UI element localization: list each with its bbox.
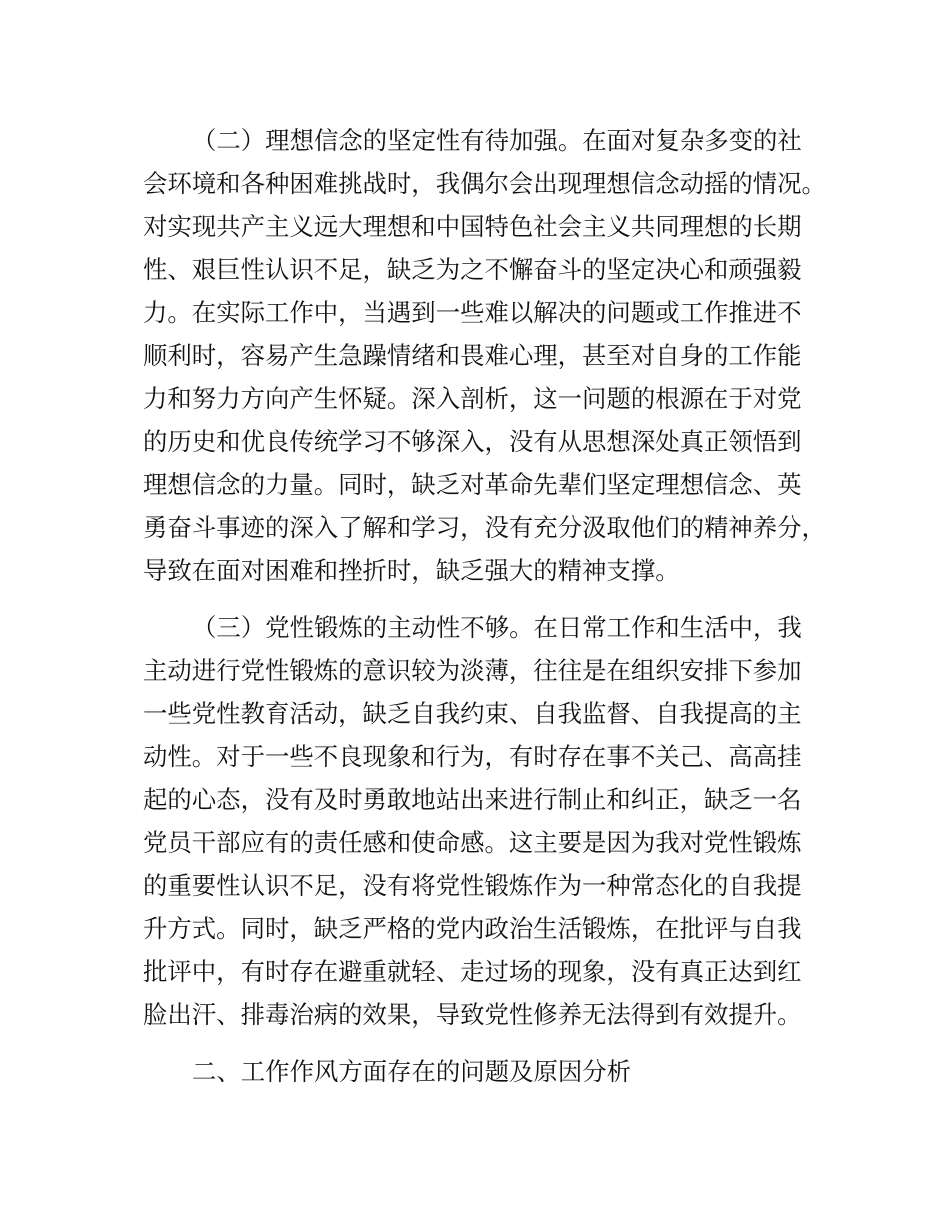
text-line: 导致在面对困难和挫折时，缺乏强大的精神支撑。 [143, 556, 680, 585]
paragraph-ideals [143, 119, 843, 592]
section-heading-text: 二、工作作风方面存在的问题及原因分析 [192, 1057, 632, 1086]
section-heading [143, 1050, 843, 1093]
text-line: 一些党性教育活动，缺乏自我约束、自我监督、自我提高的主 [143, 699, 802, 728]
text-line: 勇奋斗事迹的深入了解和学习，没有充分汲取他们的精神养分， [143, 513, 826, 542]
text-line: （二）理想信念的坚定性有待加强。在面对复杂多变的社 [192, 126, 802, 155]
text-line: 理想信念的力量。同时，缺乏对革命先辈们坚定理想信念、英 [143, 470, 802, 499]
text-line: 党员干部应有的责任感和使命感。这主要是因为我对党性锻炼 [143, 828, 802, 857]
text-line: 会环境和各种困难挑战时，我偶尔会出现理想信念动摇的情况。 [143, 169, 826, 198]
text-line: 力和努力方向产生怀疑。深入剖析，这一问题的根源在于对党 [143, 384, 802, 413]
text-line: 动性。对于一些不良现象和行为，有时存在事不关己、高高挂 [143, 742, 802, 771]
text-line: 顺利时，容易产生急躁情绪和畏难心理，甚至对自身的工作能 [143, 341, 802, 370]
text-line: 对实现共产主义远大理想和中国特色社会主义共同理想的长期 [143, 212, 802, 241]
text-line: 批评中，有时存在避重就轻、走过场的现象，没有真正达到红 [143, 957, 802, 986]
document-page [143, 119, 843, 1107]
text-line: 的历史和优良传统学习不够深入，没有从思想深处真正领悟到 [143, 427, 802, 456]
text-line: 起的心态，没有及时勇敢地站出来进行制止和纠正，缺乏一名 [143, 785, 802, 814]
text-line: （三）党性锻炼的主动性不够。在日常工作和生活中，我 [192, 613, 802, 642]
text-line: 升方式。同时，缺乏严格的党内政治生活锻炼，在批评与自我 [143, 914, 802, 943]
paragraph-party-spirit [143, 606, 843, 1036]
text-line: 的重要性认识不足，没有将党性锻炼作为一种常态化的自我提 [143, 871, 802, 900]
text-line: 力。在实际工作中，当遇到一些难以解决的问题或工作推进不 [143, 298, 802, 327]
text-line: 脸出汗、排毒治病的效果，导致党性修养无法得到有效提升。 [143, 1000, 802, 1029]
text-line: 性、艰巨性认识不足，缺乏为之不懈奋斗的坚定决心和顽强毅 [143, 255, 802, 284]
text-line: 主动进行党性锻炼的意识较为淡薄，往往是在组织安排下参加 [143, 656, 802, 685]
